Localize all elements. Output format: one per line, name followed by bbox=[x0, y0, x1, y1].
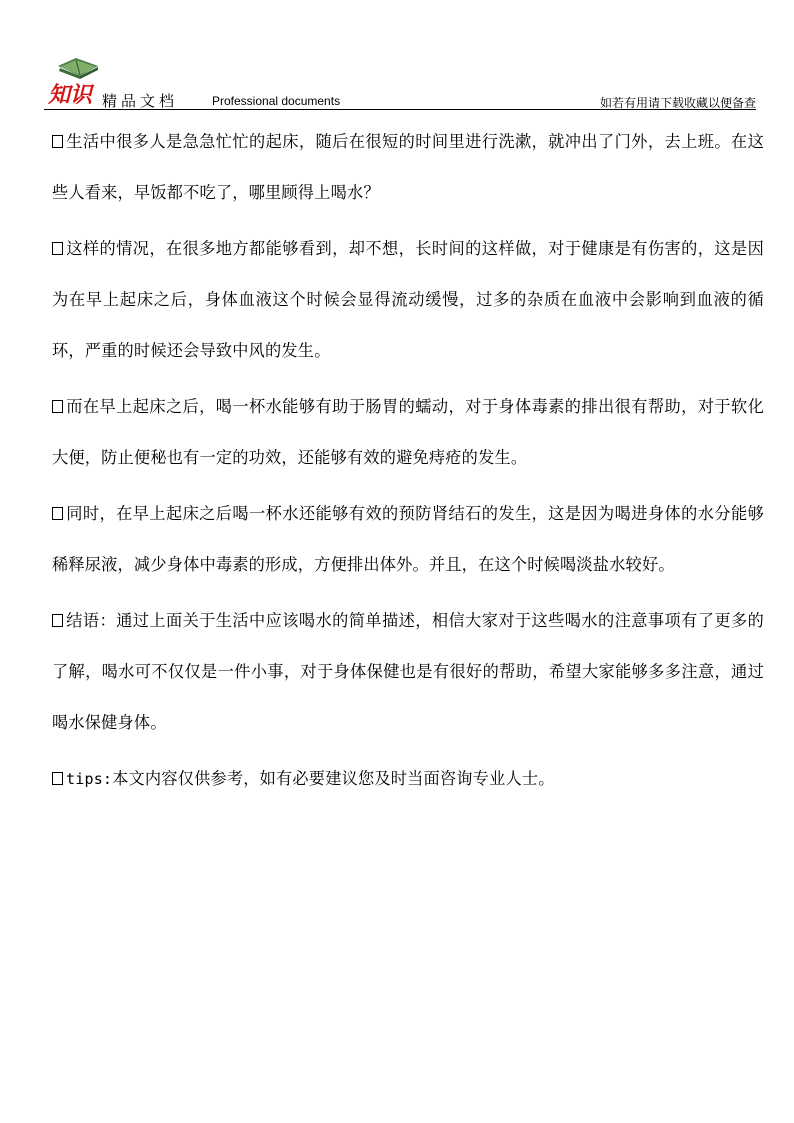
paragraph: 这样的情况，在很多地方都能够看到，却不想，长时间的这样做，对于健康是有伤害的，这是因为在早上起床之后，身体血液这个时候会显得流动缓慢，过多的杂质在血液中会影响到血液的循环，严重的时候还会导致中风的发生。 bbox=[52, 239, 764, 360]
checkbox-glyph-icon bbox=[52, 772, 63, 785]
checkbox-glyph-icon bbox=[52, 400, 63, 413]
tips-paragraph bbox=[52, 753, 764, 805]
book-logo-icon bbox=[46, 52, 104, 108]
paragraph: 结语：通过上面关于生活中应该喝水的简单描述，相信大家对于这些喝水的注意事项有了更多的了解，喝水可不仅仅是一件小事，对于身体保健也是有很好的帮助，希望大家能够多多注意，通过喝水保健身体。 bbox=[52, 611, 764, 732]
logo-text: 知识 bbox=[48, 82, 93, 108]
paragraph: 而在早上起床之后，喝一杯水能够有助于肠胃的蠕动，对于身体毒素的排出很有帮助，对于软化大便，防止便秘也有一定的功效，还能够有效的避免痔疮的发生。 bbox=[52, 397, 764, 467]
tips-text: 本文内容仅供参考，如有必要建议您及时当面咨询专业人士。 bbox=[112, 769, 555, 788]
checkbox-glyph-icon bbox=[52, 135, 63, 148]
paragraph: 生活中很多人是急急忙忙的起床，随后在很短的时间里进行洗漱，就冲出了门外，去上班。在这些人看来，早饭都不吃了，哪里顾得上喝水？ bbox=[52, 132, 764, 202]
page-header bbox=[44, 52, 756, 110]
checkbox-glyph-icon bbox=[52, 507, 63, 520]
paragraph: 同时，在早上起床之后喝一杯水还能够有效的预防肾结石的发生，这是因为喝进身体的水分能够稀释尿液，减少身体中毒素的形成，方便排出体外。并且，在这个时候喝淡盐水较好。 bbox=[52, 504, 764, 574]
header-divider bbox=[44, 109, 756, 110]
header-title-en: Professional documents bbox=[212, 94, 341, 108]
tips-prefix: tips: bbox=[66, 770, 113, 788]
checkbox-glyph-icon bbox=[52, 614, 63, 627]
checkbox-glyph-icon bbox=[52, 242, 63, 255]
document-body bbox=[52, 116, 764, 810]
header-title-cn: 精品文档 bbox=[102, 92, 179, 110]
header-download-note: 如若有用请下载收藏以便备查 bbox=[599, 96, 756, 110]
